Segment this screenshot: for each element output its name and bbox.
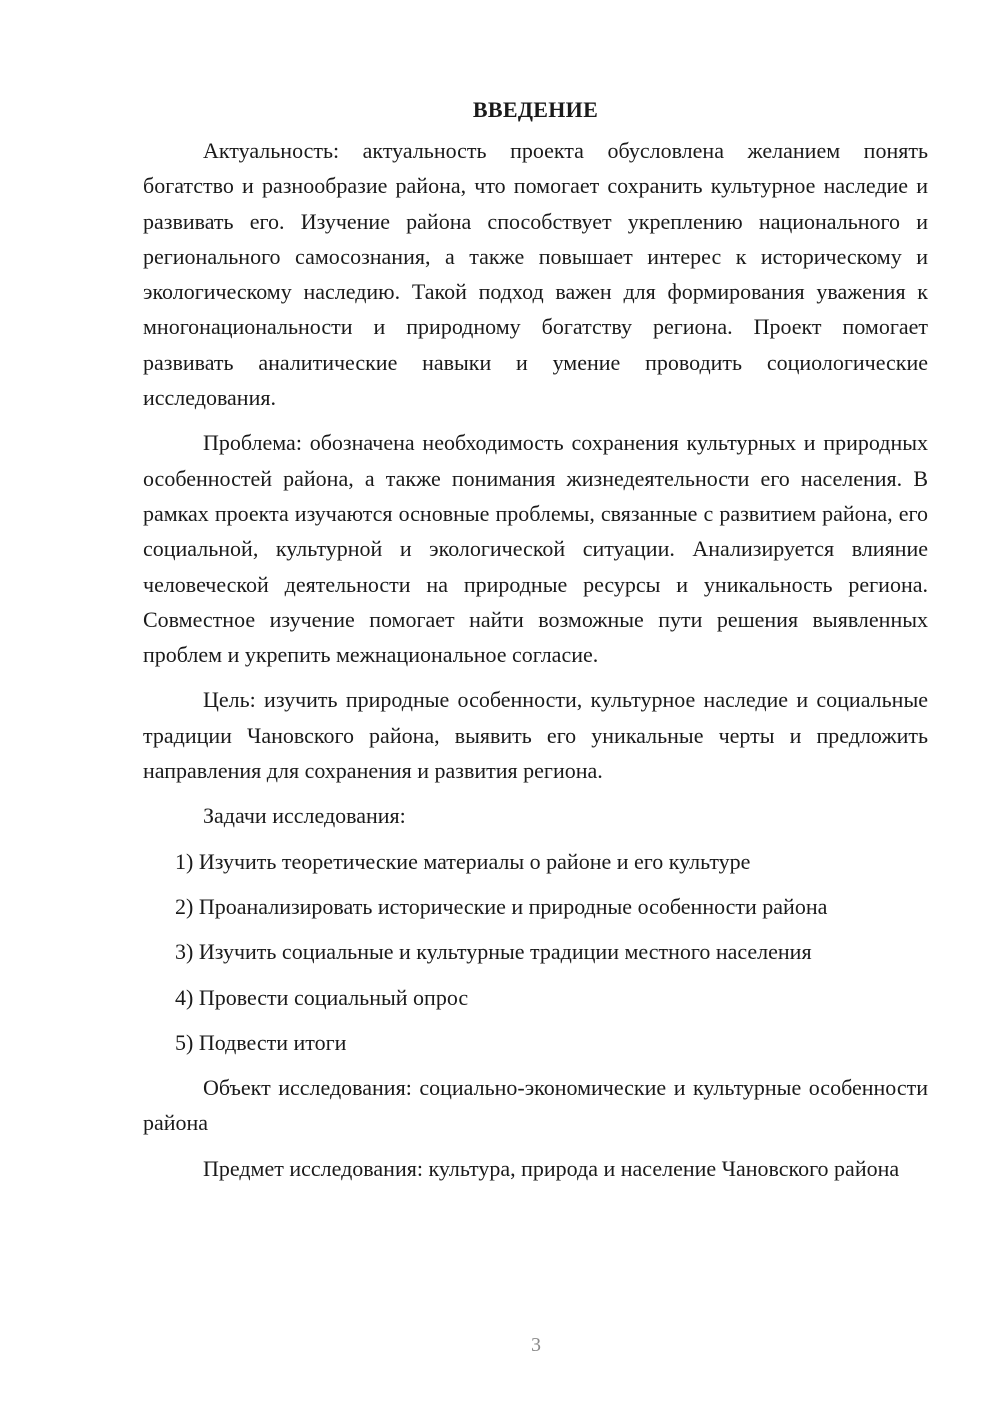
list-item: 2) Проанализировать исторические и природные особенности района [175, 893, 828, 919]
paragraph-object: Объект исследования: социально-экономические и культурные особенности района [143, 1075, 928, 1136]
tasks-list [143, 844, 928, 1060]
list-item: 1) Изучить теоретические материалы о районе и его культуре [175, 848, 751, 874]
page-number: 3 [531, 1334, 541, 1356]
paragraph-relevance: Актуальность: актуальность проекта обусловлена желанием понять богатство и разнообразие района, что помогает сохранить культурное наследие и развивать его. Изучение района способствует укреплению национального и регионального самосознания, а также повышает интерес к историческому и экологическому наследию. Такой подход важен для формирования уважения к многонациональности и природному богатству региона. Проект помогает развивать аналитические навыки и умение проводить социологические исследования. [143, 138, 928, 411]
tasks-heading: Задачи исследования: [203, 803, 406, 829]
paragraph-goal: Цель: изучить природные особенности, культурное наследие и социальные традиции Чановского района, выявить его уникальные черты и предложить направления для сохранения и развития региона. [143, 687, 928, 784]
paragraph-problem: Проблема: обозначена необходимость сохранения культурных и природных особенностей района, а также понимания жизнедеятельности его населения. В рамках проекта изучаются основные проблемы, связанные с развитием района, его социальной, культурной и экологической ситуации. Анализируется влияние человеческой деятельности на природные ресурсы и уникальность региона. Совместное изучение помогает найти возможные пути решения выявленных проблем и укрепить межнациональное согласие. [143, 430, 928, 668]
list-item: 3) Изучить социальные и культурные традиции местного населения [175, 939, 812, 965]
list-item: 5) Подвести итоги [175, 1029, 347, 1055]
section-title: ВВЕДЕНИЕ [472, 97, 599, 122]
page-content [143, 92, 928, 1196]
paragraph-subject: Предмет исследования: культура, природа и население Чановского района [203, 1155, 900, 1181]
list-item: 4) Провести социальный опрос [175, 984, 469, 1010]
